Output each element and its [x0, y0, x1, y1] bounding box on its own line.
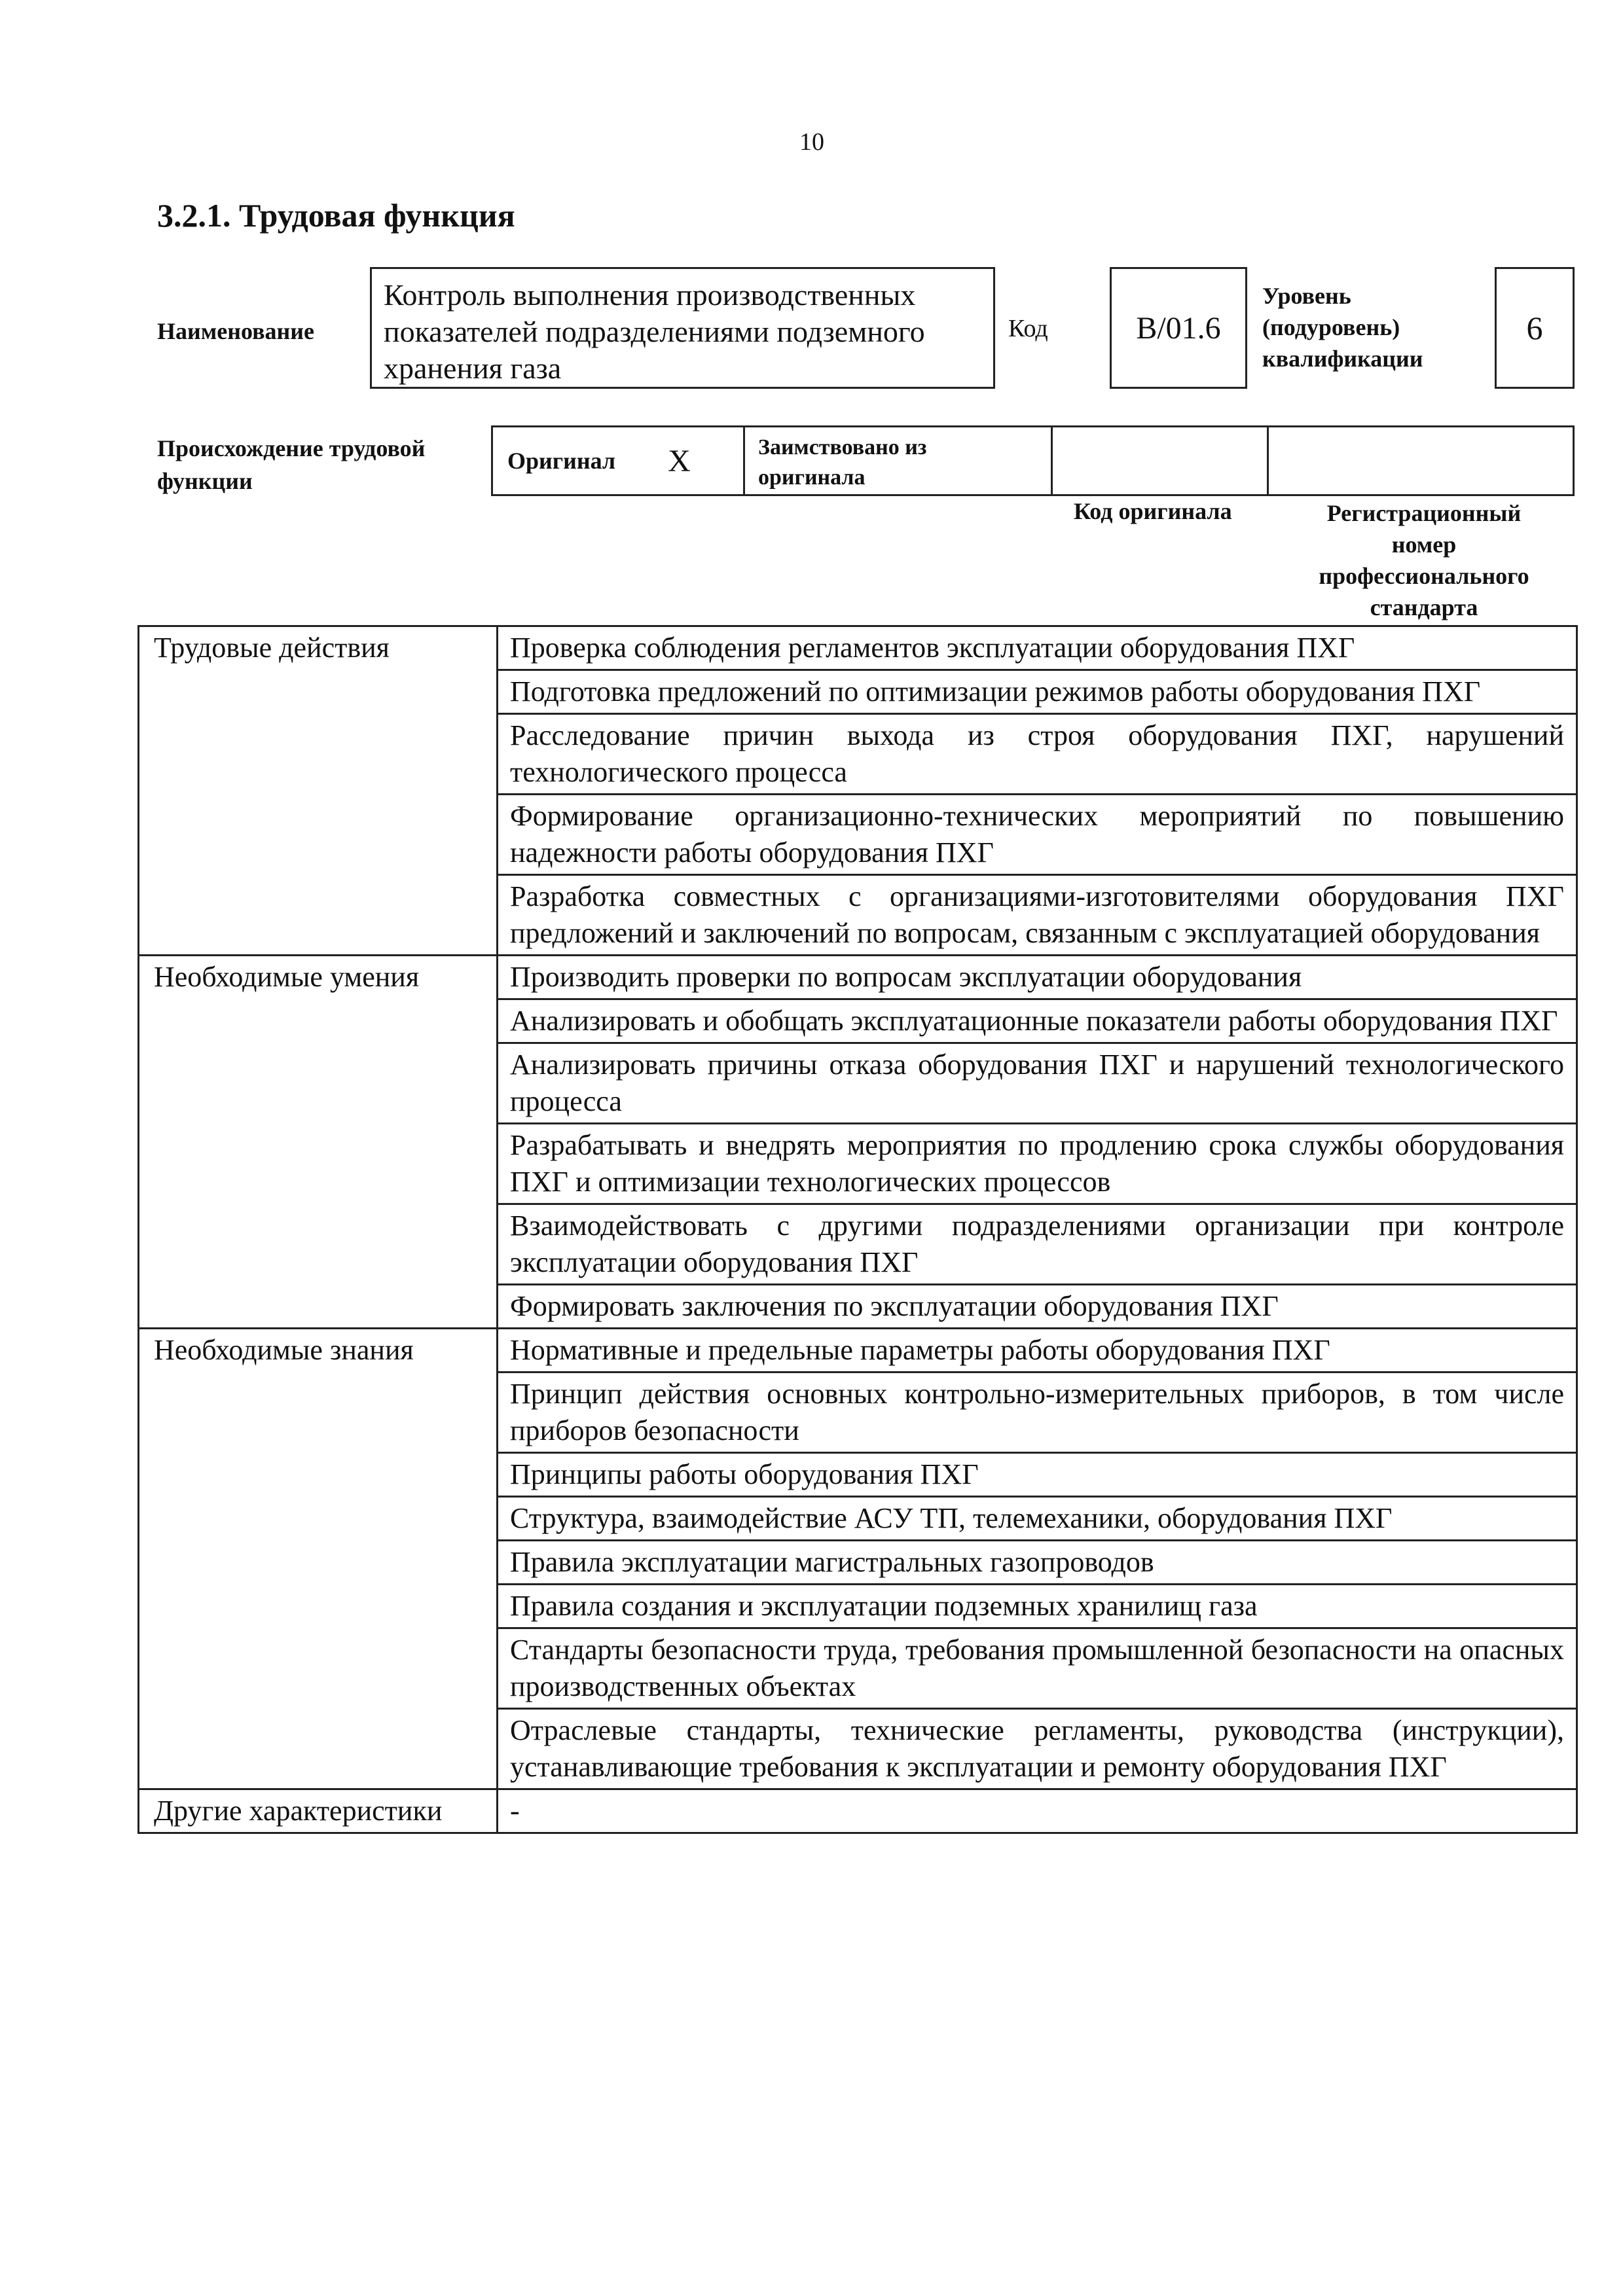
section-category: Другие характеристики — [139, 1789, 498, 1833]
origin-original-cell — [493, 427, 745, 494]
section-category: Необходимые знания — [139, 1329, 498, 1789]
code-label: Код — [1008, 315, 1048, 342]
section-item: Формировать заключения по эксплуатации оборудования ПХГ — [498, 1285, 1577, 1329]
section-item: Анализировать причины отказа оборудования ПХГ и нарушений технологического процесса — [498, 1043, 1577, 1124]
section-item: Нормативные и предельные параметры работы оборудования ПХГ — [498, 1329, 1577, 1372]
section-category: Трудовые действия — [139, 626, 498, 956]
section-item: Разработка совместных с организациями-изготовителями оборудования ПХГ предложений и заключений по вопросам, связанным с эксплуатацией оборудования — [498, 875, 1577, 956]
borrowed-label: Заимствовано из оригинала — [745, 427, 1053, 494]
section-item: Правила создания и эксплуатации подземных хранилищ газа — [498, 1585, 1577, 1628]
original-label: Оригинал — [507, 448, 616, 474]
section-item: Принципы работы оборудования ПХГ — [498, 1453, 1577, 1497]
section-item: Расследование причин выхода из строя оборудования ПХГ, нарушений технологического процесса — [498, 714, 1577, 795]
section-item: Анализировать и обобщать эксплуатационные показатели работы оборудования ПХГ — [498, 999, 1577, 1043]
function-name-box: Контроль выполнения производственных показателей подразделениями подземного хранения газа — [370, 267, 995, 389]
section-item: - — [498, 1789, 1577, 1833]
table-row — [139, 626, 1577, 670]
registration-number-caption: Регистрационный номер профессионального стандарта — [1319, 500, 1529, 620]
function-details-table — [137, 625, 1578, 1834]
original-code-cell — [1053, 427, 1269, 494]
origin-table — [491, 425, 1575, 496]
section-item: Разрабатывать и внедрять мероприятия по продлению срока службы оборудования ПХГ и оптимизации технологических процессов — [498, 1124, 1577, 1204]
page-number: 10 — [799, 128, 824, 156]
qualification-level-box: 6 — [1495, 267, 1575, 389]
origin-label: Происхождение трудовой функции — [157, 435, 426, 494]
registration-number-cell — [1269, 427, 1573, 494]
table-row — [139, 956, 1577, 999]
original-code-caption: Код оригинала — [1074, 498, 1232, 524]
section-category: Необходимые умения — [139, 956, 498, 1329]
section-item: Взаимодействовать с другими подразделениями организации при контроле эксплуатации оборудования ПХГ — [498, 1204, 1577, 1285]
section-item: Правила эксплуатации магистральных газопроводов — [498, 1541, 1577, 1585]
section-item: Проверка соблюдения регламентов эксплуатации оборудования ПХГ — [498, 626, 1577, 670]
function-code-box: B/01.6 — [1110, 267, 1247, 389]
section-title: 3.2.1. Трудовая функция — [157, 197, 515, 234]
section-item: Стандарты безопасности труда, требования промышленной безопасности на опасных производственных объектах — [498, 1628, 1577, 1709]
original-mark: X — [668, 443, 691, 478]
section-item: Подготовка предложений по оптимизации режимов работы оборудования ПХГ — [498, 670, 1577, 714]
section-item: Принцип действия основных контрольно-измерительных приборов, в том числе приборов безопасности — [498, 1372, 1577, 1453]
section-item: Структура, взаимодействие АСУ ТП, телемеханики, оборудования ПХГ — [498, 1497, 1577, 1541]
section-item: Производить проверки по вопросам эксплуатации оборудования — [498, 956, 1577, 999]
section-item: Отраслевые стандарты, технические регламенты, руководства (инструкции), устанавливающие требования к эксплуатации и ремонту оборудования ПХГ — [498, 1709, 1577, 1789]
table-row — [139, 1329, 1577, 1372]
section-item: Формирование организационно-технических мероприятий по повышению надежности работы оборудования ПХГ — [498, 795, 1577, 875]
level-label: Уровень (подуровень) квалификации — [1262, 283, 1423, 372]
table-row — [139, 1789, 1577, 1833]
name-label: Наименование — [157, 318, 314, 344]
